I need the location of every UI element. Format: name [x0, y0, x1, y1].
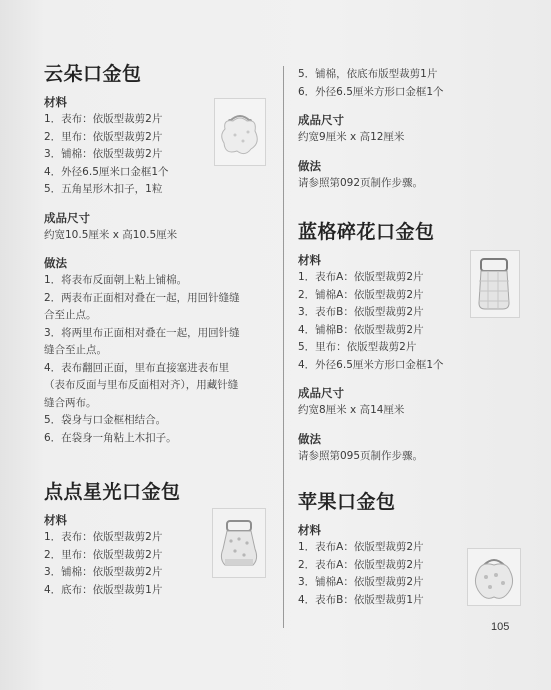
column-divider — [283, 66, 284, 628]
purse-illustration — [468, 549, 520, 605]
apple-purse-photo — [467, 548, 521, 606]
material-item: 6．外径6.5厘米方形口金框1个 — [298, 85, 444, 98]
cloud-purse-photo — [214, 98, 266, 166]
method-step: 2．两表布正面相对叠在一起，用回针缝缝 — [44, 291, 240, 304]
material-item: 2．里布：依版型裁剪2片 — [44, 548, 163, 561]
method-step: （表布反面与里布反面相对齐），用藏针缝 — [44, 379, 239, 391]
materials-label: 材料 — [298, 523, 321, 537]
purse-illustration — [215, 99, 265, 165]
section-title: 苹果口金包 — [298, 491, 396, 513]
material-item: 5．里布：依版型裁剪2片 — [298, 341, 417, 353]
material-item: 1．表布A：依版型裁剪2片 — [298, 541, 424, 553]
material-item: 4．铺棉B：依版型裁剪2片 — [298, 323, 424, 336]
blue-plaid-purse-photo — [470, 250, 520, 318]
recipe-continued — [298, 66, 534, 192]
materials-label: 材料 — [44, 95, 67, 109]
material-item: 2．里布：依版型裁剪2片 — [44, 130, 163, 143]
material-item: 2．表布A：依版型裁剪2片 — [298, 558, 424, 571]
material-item: 1．表布A：依版型裁剪2片 — [298, 271, 424, 283]
method-step: 请参照第092页制作步骤。 — [298, 176, 424, 189]
material-item: 2．铺棉A：依版型裁剪2片 — [298, 288, 424, 301]
material-item: 1．表布：依版型裁剪2片 — [44, 531, 163, 543]
method-step: 缝合两布。 — [44, 396, 97, 409]
material-item: 1．表布：依版型裁剪2片 — [44, 113, 163, 125]
material-item: 4．外径6.5厘米口金框1个 — [44, 165, 169, 178]
size-value: 约宽9厘米 x 高12厘米 — [298, 131, 405, 143]
purse-illustration — [213, 509, 265, 577]
method-step: 缝合至止点。 — [44, 344, 107, 356]
size-value: 约宽8厘米 x 高14厘米 — [298, 404, 405, 416]
method-step: 1．将表布反面朝上粘上铺棉。 — [44, 274, 188, 286]
material-item: 3．铺棉：依版型裁剪2片 — [44, 148, 163, 160]
section-title: 点点星光口金包 — [44, 481, 181, 503]
size-label: 成品尺寸 — [298, 386, 344, 400]
method-step: 请参照第095页制作步骤。 — [298, 449, 424, 462]
method-step: 3．将两里布正面相对叠在一起，用回针缝 — [44, 326, 240, 339]
material-item: 3．铺棉A：依版型裁剪2片 — [298, 576, 424, 588]
section-title: 云朵口金包 — [44, 63, 142, 85]
material-item: 4．底布：依版型裁剪1片 — [44, 583, 163, 596]
materials-label: 材料 — [44, 513, 67, 527]
size-label: 成品尺寸 — [298, 113, 344, 127]
method-step: 4．表布翻回正面，里布直接塞进表布里 — [44, 361, 230, 374]
materials-label: 材料 — [298, 253, 321, 267]
method-label: 做法 — [298, 158, 321, 173]
material-item: 4．外径6.5厘米方形口金框1个 — [298, 358, 444, 371]
material-item: 3．铺棉：依版型裁剪2片 — [44, 566, 163, 578]
starlight-purse-photo — [212, 508, 266, 578]
purse-illustration — [471, 251, 519, 317]
section-title: 蓝格碎花口金包 — [298, 221, 435, 243]
material-item: 4．表布B：依版型裁剪1片 — [298, 593, 424, 606]
material-item: 5．五角星形木扣子，1粒 — [44, 183, 163, 195]
method-step: 5．袋身与口金框相结合。 — [44, 414, 167, 426]
method-label: 做法 — [44, 256, 67, 270]
size-value: 约宽10.5厘米 x 高10.5厘米 — [44, 228, 178, 241]
material-item: 5．铺棉，依底布版型裁剪1片 — [298, 68, 438, 80]
method-label: 做法 — [298, 431, 321, 446]
method-step: 6．在袋身一角粘上木扣子。 — [44, 431, 177, 444]
method-step: 合至止点。 — [44, 309, 97, 321]
page-number: 105 — [491, 621, 510, 633]
size-label: 成品尺寸 — [44, 210, 90, 225]
material-item: 3．表布B：依版型裁剪2片 — [298, 306, 424, 318]
